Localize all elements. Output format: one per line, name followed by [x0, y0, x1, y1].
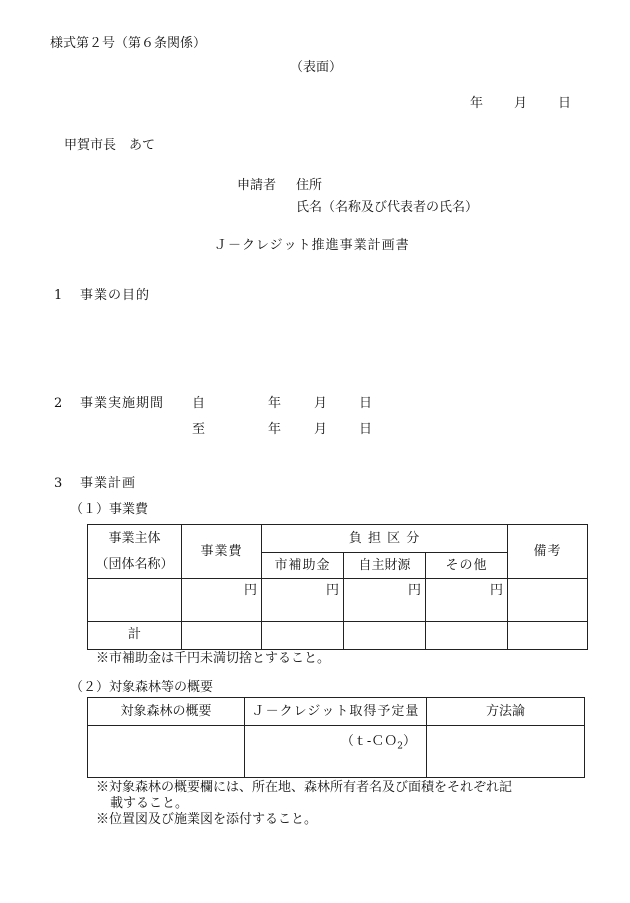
cost-yen-cell[interactable]	[182, 579, 262, 621]
section-3-title: 事業計画	[80, 476, 137, 491]
total-label: 計	[88, 621, 182, 649]
period-from-month: 月	[314, 396, 328, 411]
city-subsidy-header: 市補助金	[262, 553, 344, 579]
applicant-label: 申請者	[237, 178, 277, 193]
period-to-year: 年	[268, 422, 282, 437]
own-funds-yen-cell[interactable]	[344, 579, 426, 621]
credit-amount-header: Ｊ－クレジット取得予定量	[245, 698, 427, 726]
date-day-label: 日	[558, 96, 572, 111]
forest-table	[87, 697, 585, 778]
city-subsidy-yen-cell[interactable]	[262, 579, 344, 621]
forest-overview-cell[interactable]	[88, 726, 245, 778]
entity-header-line2: （団体名称）	[95, 556, 174, 572]
credit-amount-cell[interactable]	[245, 726, 427, 778]
period-from-day: 日	[359, 396, 373, 411]
cost-table	[87, 524, 588, 650]
addressee: 甲賀市長 あて	[64, 138, 156, 153]
note-attachments: ※位置図及び施業図を添付すること。	[96, 812, 318, 827]
form-number: 様式第２号（第６条関係）	[50, 36, 207, 51]
side-label: （表面）	[290, 60, 343, 75]
total-cost-cell[interactable]	[182, 621, 262, 649]
section-1-title: 事業の目的	[80, 288, 151, 303]
total-remarks-cell[interactable]	[508, 621, 588, 649]
other-yen-cell[interactable]	[426, 579, 508, 621]
period-to-day: 日	[359, 422, 373, 437]
date-month-label: 月	[514, 96, 528, 111]
total-own-funds-cell[interactable]	[344, 621, 426, 649]
yen-unit: 円	[407, 583, 421, 599]
methodology-cell[interactable]	[427, 726, 585, 778]
period-to-label: 至	[192, 422, 206, 437]
period-from-label: 自	[192, 396, 206, 411]
yen-unit: 円	[490, 583, 504, 599]
date-year-label: 年	[470, 96, 484, 111]
co2-unit: （ｔ-ＣＯ$_2$）	[340, 734, 416, 752]
document-title: Ｊ－クレジット推進事業計画書	[214, 238, 410, 253]
subsection-2-title: （２）対象森林等の概要	[70, 680, 214, 695]
note-forest-overview-line2: 載すること。	[110, 796, 189, 811]
note-forest-overview-line1: ※対象森林の概要欄には、所在地、森林所有者名及び面積をそれぞれ記	[96, 780, 513, 795]
entity-cell[interactable]	[88, 579, 182, 621]
total-other-cell[interactable]	[426, 621, 508, 649]
section-2-number: 2	[54, 396, 63, 411]
section-2-title: 事業実施期間	[80, 396, 165, 411]
burden-header: 負 担 区 分	[262, 525, 508, 553]
other-header: その他	[426, 553, 508, 579]
period-from-year: 年	[268, 396, 282, 411]
total-city-subsidy-cell[interactable]	[262, 621, 344, 649]
period-to-month: 月	[314, 422, 328, 437]
address-label: 住所	[296, 178, 323, 193]
entity-header-line1: 事業主体	[108, 530, 161, 546]
remarks-cell[interactable]	[508, 579, 588, 621]
remarks-header: 備考	[508, 525, 588, 579]
section-3-number: 3	[54, 476, 63, 491]
section-1-number: 1	[54, 288, 63, 303]
cost-header: 事業費	[182, 525, 262, 579]
subsection-1-title: （１）事業費	[70, 502, 149, 517]
forest-overview-header: 対象森林の概要	[88, 698, 245, 726]
entity-header	[88, 525, 182, 579]
own-funds-header: 自主財源	[344, 553, 426, 579]
yen-unit: 円	[243, 583, 257, 599]
methodology-header: 方法論	[427, 698, 585, 726]
name-label: 氏名（名称及び代表者の氏名）	[296, 200, 479, 215]
note-subsidy-rounding: ※市補助金は千円未満切捨とすること。	[96, 651, 331, 666]
yen-unit: 円	[325, 583, 339, 599]
